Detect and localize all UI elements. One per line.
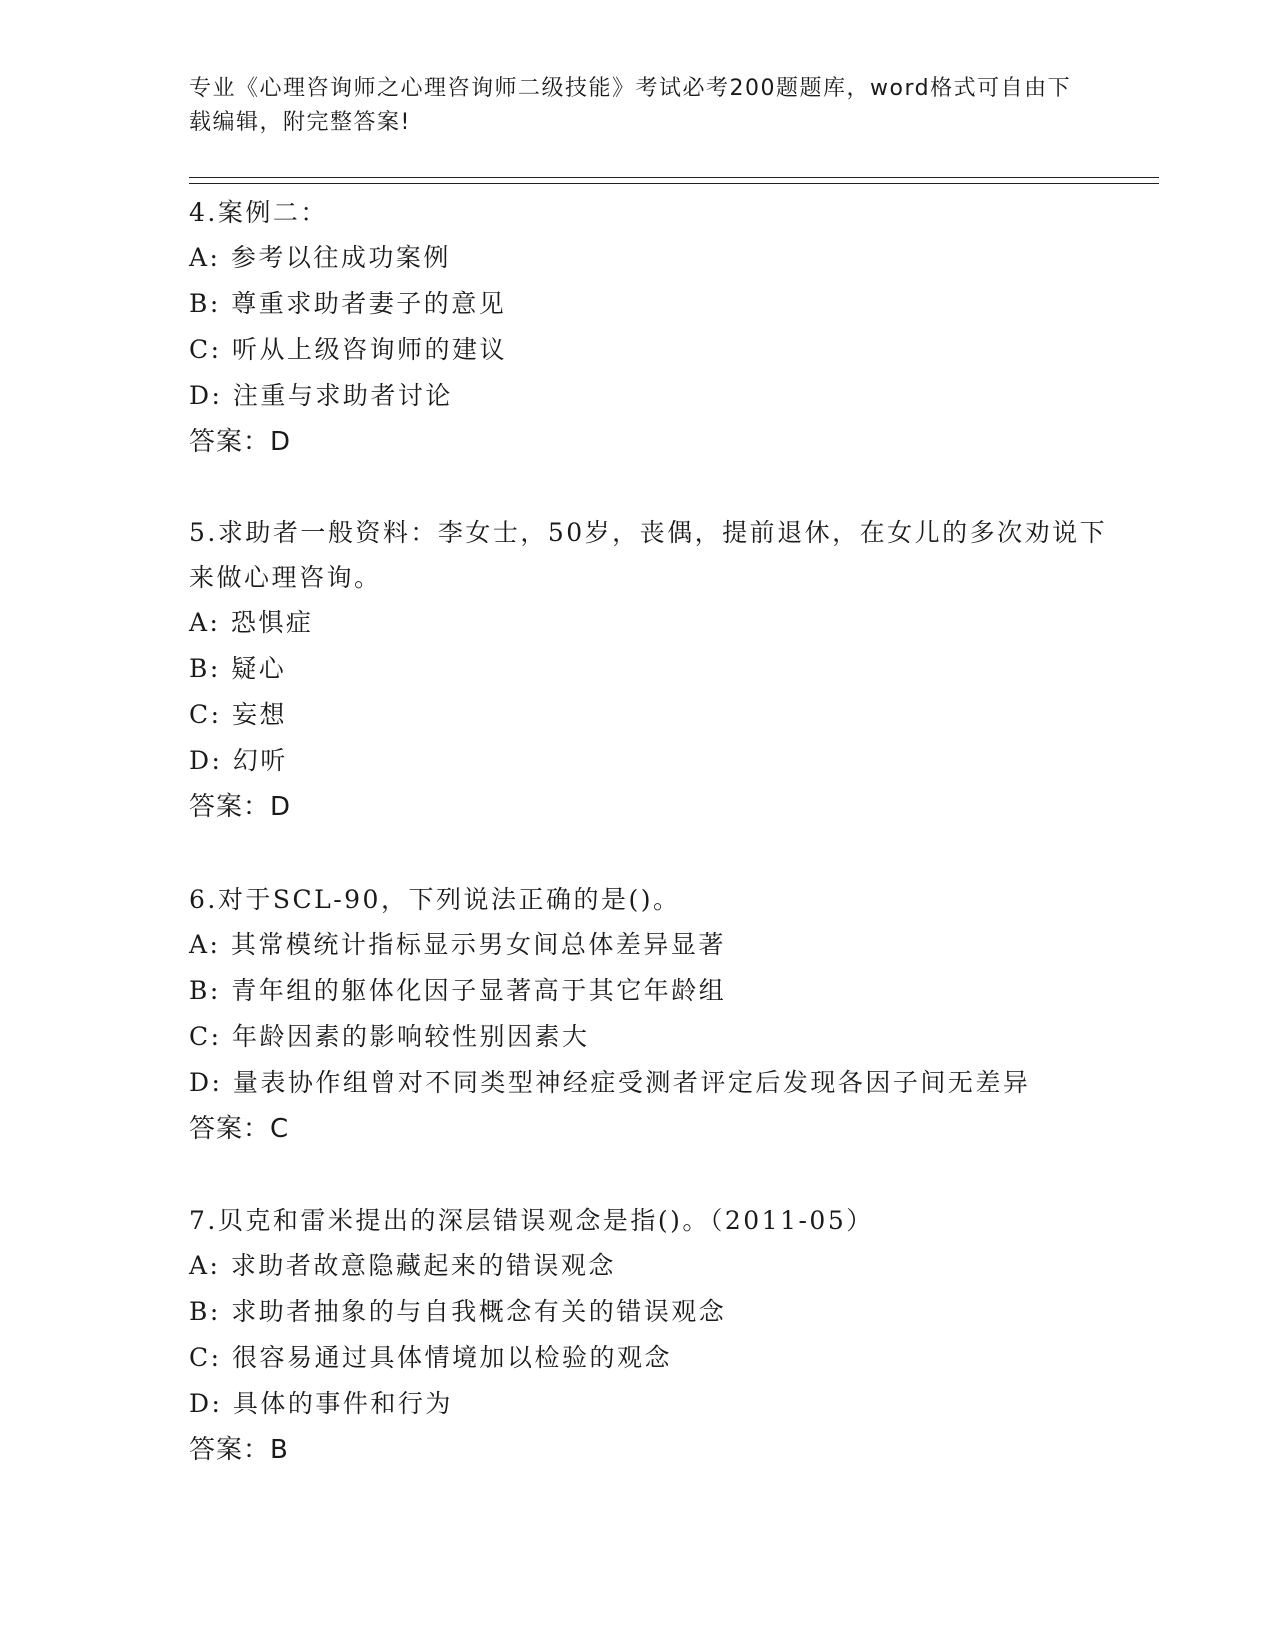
option-c: C: 年龄因素的影响较性别因素大: [189, 1022, 590, 1051]
option-a: A: 其常模统计指标显示男女间总体差异显著: [189, 930, 726, 959]
question-title: 6.对于SCL-90，下列说法正确的是()。: [189, 885, 681, 914]
question-5: [189, 510, 1109, 830]
answer: 答案：B: [189, 1435, 289, 1465]
answer: 答案：C: [189, 1114, 290, 1144]
option-c: C: 听从上级咨询师的建议: [189, 335, 507, 364]
option-c: C: 很容易通过具体情境加以检验的观念: [189, 1343, 672, 1372]
option-d: D: 幻听: [189, 746, 288, 775]
option-a: A: 参考以往成功案例: [189, 243, 451, 272]
question-title: 4.案例二：: [189, 198, 328, 227]
option-b: B: 求助者抽象的与自我概念有关的错误观念: [189, 1297, 727, 1326]
option-b: B: 青年组的躯体化因子显著高于其它年龄组: [189, 976, 727, 1005]
question-6: [189, 877, 1109, 1152]
option-a: A: 恐惧症: [189, 608, 314, 637]
question-title: 7.贝克和雷米提出的深层错误观念是指()。（2011-05）: [189, 1206, 874, 1235]
option-b: B: 尊重求助者妻子的意见: [189, 289, 507, 318]
option-d: D: 注重与求助者讨论: [189, 381, 453, 410]
header-divider-bottom: [189, 183, 1159, 184]
question-title: 5.求助者一般资料：李女士，50岁，丧偶，提前退休，在女儿的多次劝说下来做心理咨询。: [189, 518, 1108, 592]
answer: 答案：D: [189, 427, 292, 457]
option-a: A: 求助者故意隐藏起来的错误观念: [189, 1251, 616, 1280]
option-d: D: 量表协作组曾对不同类型神经症受测者评定后发现各因子间无差异: [189, 1068, 1031, 1097]
option-b: B: 疑心: [189, 654, 287, 683]
option-d: D: 具体的事件和行为: [189, 1389, 453, 1418]
document-header: 专业《心理咨询师之心理咨询师二级技能》考试必考200题题库，word格式可自由下载编辑，附完整答案!: [189, 76, 1072, 135]
option-c: C: 妄想: [189, 700, 287, 729]
question-4: [189, 190, 1109, 465]
answer: 答案：D: [189, 792, 292, 822]
question-7: [189, 1198, 1109, 1473]
header-divider-top: [189, 177, 1159, 178]
